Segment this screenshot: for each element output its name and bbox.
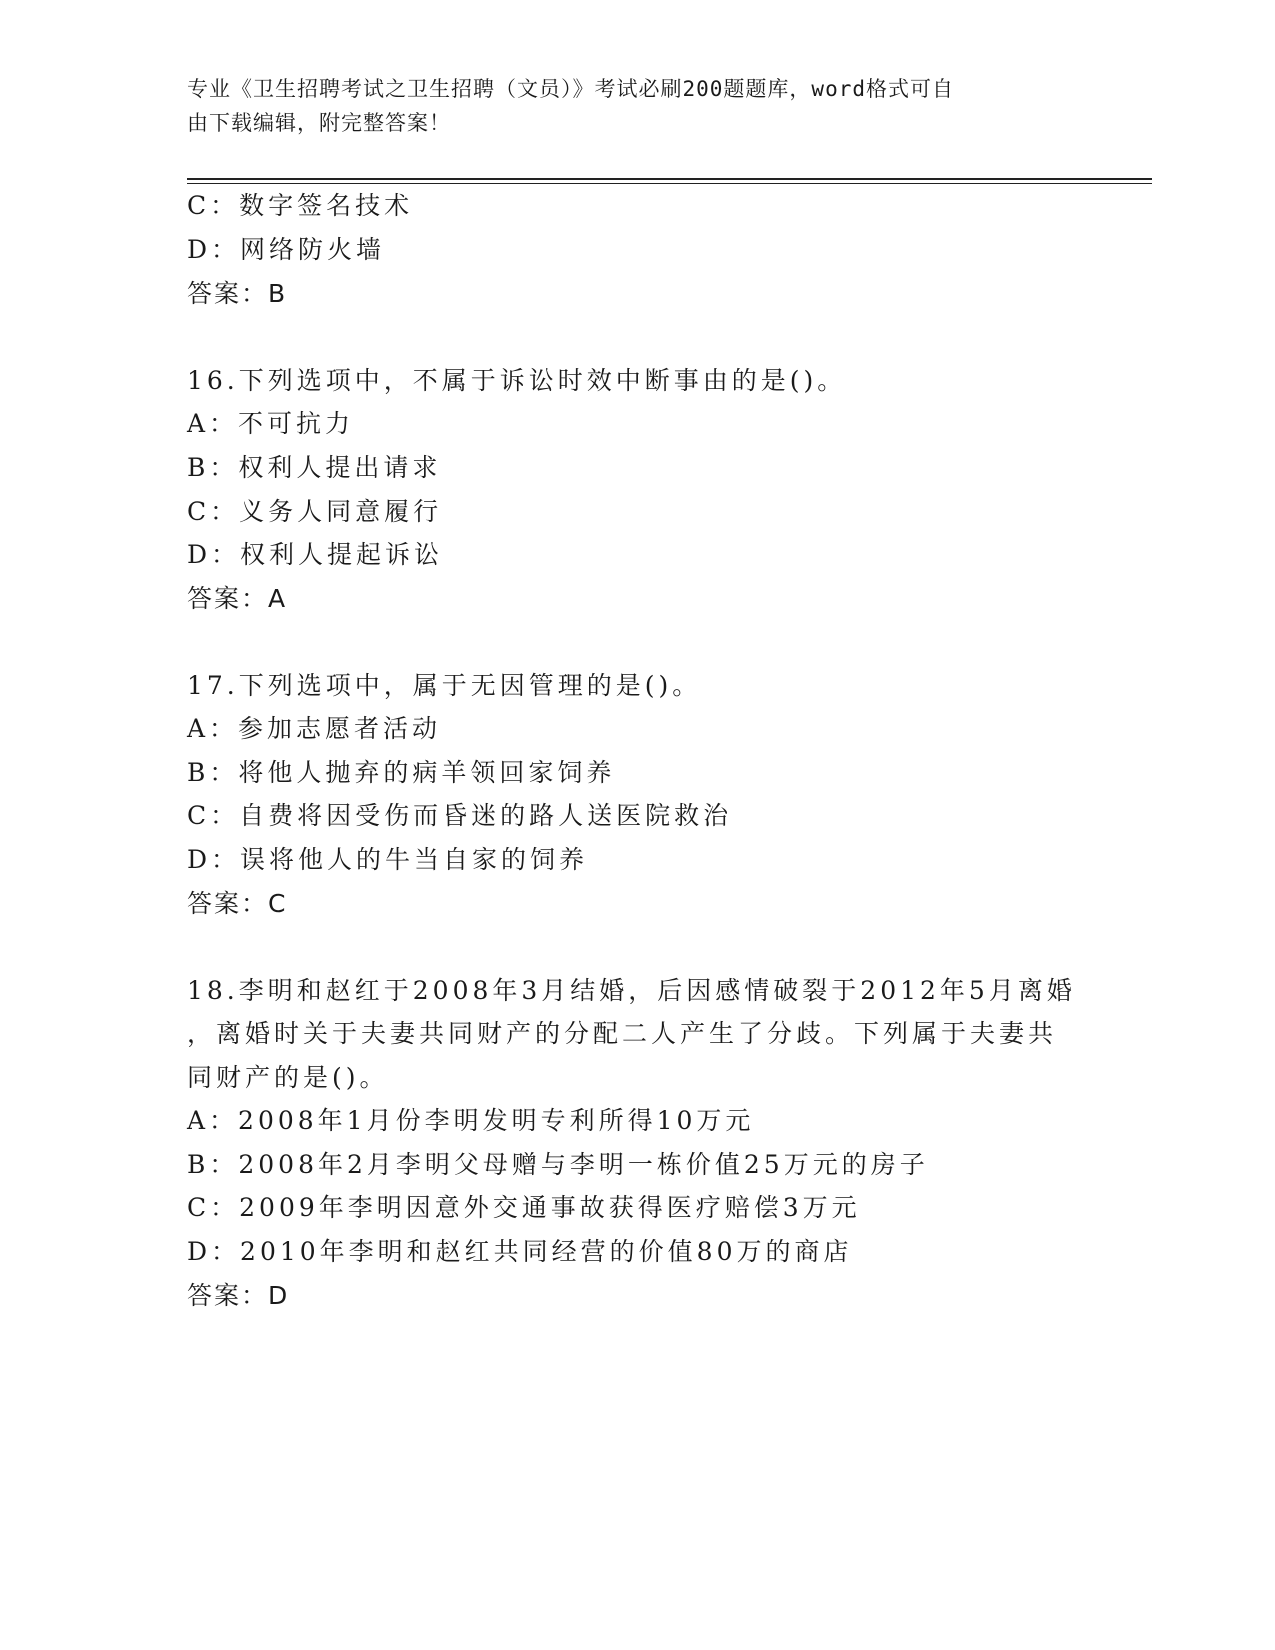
q18-option-b: B：2008年2月李明父母赠与李明一栋价值25万元的房子	[187, 1150, 929, 1179]
q18-option-d: D：2010年李明和赵红共同经营的价值80万的商店	[187, 1237, 853, 1266]
header-line-1: 专业《卫生招聘考试之卫生招聘（文员）》考试必刷200题题库，word格式可自	[187, 77, 954, 101]
q17-option-c: C：自费将因受伤而昏迷的路人送医院救治	[187, 801, 733, 830]
q16-stem: 16.下列选项中，不属于诉讼时效中断事由的是()。	[187, 366, 847, 395]
q18-option-c: C：2009年李明因意外交通事故获得医疗赔偿3万元	[187, 1193, 861, 1222]
q17-option-b: B：将他人抛弃的病羊领回家饲养	[187, 758, 616, 787]
q16-option-a: A：不可抗力	[187, 409, 355, 438]
q15-answer: 答案：B	[187, 279, 288, 308]
q17-stem: 17.下列选项中，属于无因管理的是()。	[187, 671, 702, 700]
q15-option-d: D：网络防火墙	[187, 235, 386, 264]
q18-stem-line-2: ，离婚时关于夫妻共同财产的分配二人产生了分歧。下列属于夫妻共	[187, 1019, 1058, 1048]
q18-answer: 答案：D	[187, 1281, 290, 1310]
q16-option-d: D：权利人提起诉讼	[187, 540, 444, 569]
q15-option-c: C：数字签名技术	[187, 191, 414, 220]
q18-stem-line-3: 同财产的是()。	[187, 1063, 389, 1092]
q18-option-a: A：2008年1月份李明发明专利所得10万元	[187, 1106, 755, 1135]
q17-answer: 答案：C	[187, 889, 288, 918]
header-divider-thin	[187, 183, 1152, 184]
header-divider-thick	[187, 178, 1152, 180]
q17-option-d: D：误将他人的牛当自家的饲养	[187, 845, 589, 874]
q17-option-a: A：参加志愿者活动	[187, 714, 442, 743]
q16-answer: 答案：A	[187, 584, 288, 613]
document-header	[187, 72, 1067, 140]
header-line-2: 由下载编辑，附完整答案！	[187, 111, 451, 135]
q16-option-b: B：权利人提出请求	[187, 453, 442, 482]
q16-option-c: C：义务人同意履行	[187, 497, 443, 526]
q18-stem-line-1: 18.李明和赵红于2008年3月结婚，后因感情破裂于2012年5月离婚	[187, 976, 1076, 1005]
